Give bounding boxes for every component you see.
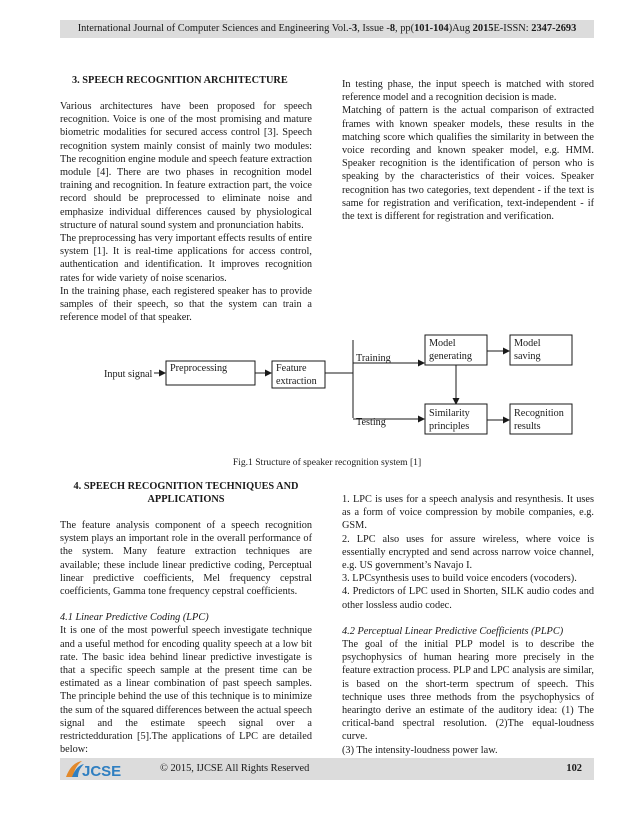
model-saving-line-2: saving bbox=[514, 351, 541, 362]
header-issue-label: , Issue - bbox=[357, 23, 390, 34]
header-eissn: 2347-2693 bbox=[531, 23, 577, 34]
figure-caption: Fig.1 Structure of speaker recognition system [1] bbox=[232, 457, 422, 468]
similarity-line-1: Similarity bbox=[429, 408, 470, 419]
section-4-2-paragraph-1: The goal of the initial PLP model is to describe the psychophysics of human hearing more precisely in the feature extraction process. PLP and LPC analysis are similar, is based on the short-term spectrum of speech. This technique uses three methods from the psychophysics of hearingto derive an estimate of the auditory idea: (1) The critical-band spectral resolution. (2)The equal-loudness curve. bbox=[342, 639, 594, 743]
speaker-recognition-diagram bbox=[60, 330, 594, 448]
header-date-label: )Aug bbox=[448, 23, 473, 34]
section-4-title-line-1: 4. SPEECH RECOGNITION TECHNIQUES AND bbox=[73, 481, 299, 492]
section-3-paragraph-4: In testing phase, the input speech is matched with stored reference model and a recognition decision is made. bbox=[342, 79, 594, 104]
header-eissn-label: E-ISSN: bbox=[493, 23, 532, 34]
ijcse-logo bbox=[62, 758, 122, 780]
lpc-application-4: 4. Predictors of LPC used in Shorten, SILK audio codes and other lossless audio codec. bbox=[342, 586, 594, 611]
lpc-application-1: 1. LPC is uses for a speech analysis and resynthesis. It uses as a form of voice compression by mobile companies, e.g. GSM. bbox=[342, 494, 594, 532]
input-signal-label: Input signal bbox=[104, 369, 153, 380]
section-4-title-line-2: APPLICATIONS bbox=[147, 494, 225, 505]
recognition-line-1: Recognition bbox=[514, 408, 564, 419]
journal-header bbox=[60, 20, 594, 38]
header-issue: 8 bbox=[389, 23, 396, 34]
header-volume: 3 bbox=[352, 23, 358, 34]
left-column-bottom bbox=[60, 480, 312, 756]
model-generating-line-1: Model bbox=[429, 338, 456, 349]
header-year: 2015 bbox=[472, 23, 494, 34]
feature-label-line-2: extraction bbox=[276, 376, 317, 387]
section-3-paragraph-1: Various architectures have been proposed for speech recognition. Voice is one of the most promising and mature biometric modalities for secured access control [3]. Speech recognition system mainly consist of mainly two modules: The recognition engine module and speech feature extraction module [4]. There are two phases in recognition model training and recognition. In feature extraction part, the voice record should be preprocessed to eliminate noise and emphasize individual differences caused by physiological structure of natural sound system and pronunciation habits. bbox=[60, 101, 312, 231]
section-4-2-paragraph-2: (3) The intensity-loudness power law. bbox=[342, 744, 498, 756]
testing-label: Testing bbox=[356, 417, 386, 428]
left-column-top bbox=[60, 74, 312, 324]
model-saving-line-1: Model bbox=[514, 338, 541, 349]
section-4-1-paragraph: It is one of the most powerful speech investigate technique and a useful method for encoding quality speech at a low bit rate. The basic idea behind linear predictive investigate is that a specific speech sample at the present time can be estimated as a linear combination of past speech samples. The principle behind the use of this technique is to minimize the sum of the squared differences between the actual speech signal and the estimate speech signal over a restrictedduration [5].The applications of LPC are detailed below: bbox=[60, 625, 312, 756]
model-generating-line-2: generating bbox=[429, 351, 472, 362]
recognition-line-2: results bbox=[514, 421, 541, 432]
training-label: Training bbox=[356, 353, 391, 364]
header-pp-label: , pp( bbox=[395, 23, 415, 34]
page-footer bbox=[60, 758, 594, 780]
lpc-application-2: 2. LPC also uses for assure wireless, where voice is essentially encrypted and send across narrow voice channel, e.g. US government’s Navajo I. bbox=[342, 533, 594, 572]
preprocessing-label: Preprocessing bbox=[170, 363, 228, 374]
feature-label-line-1: Feature bbox=[276, 363, 307, 374]
page-number: 102 bbox=[566, 763, 582, 774]
section-3-paragraph-3: In the training phase, each registered speaker has to provide samples of their speech, so that the system can train a reference model of that speaker. bbox=[60, 285, 312, 324]
subsection-4-2-title: 4.2 Perceptual Linear Predictive Coefficients (PLPC) bbox=[342, 625, 564, 637]
subsection-4-1-title: 4.1 Linear Predictive Coding (LPC) bbox=[60, 612, 209, 624]
section-4-paragraph-1: The feature analysis component of a speech recognition system plays an important role in the overall performance of the system. Many feature extraction techniques are available; these include linear predictive coding, Perceptual linear predictive coefficients, Mel frequency cepstral coefficients, Gamma tone frequency cepstral coefficients. bbox=[60, 520, 312, 598]
lpc-application-3: 3. LPCsynthesis uses to build voice encoders (vocoders). bbox=[342, 573, 577, 585]
section-3-paragraph-2: The preprocessing has very important effects results of entire system [1]. It is real-time applications for access control, authentication and identification. It improves recognition rates for wide variety of noise scenarios. bbox=[60, 233, 312, 284]
section-3-title: 3. SPEECH RECOGNITION ARCHITECTURE bbox=[72, 75, 288, 86]
header-pages: 101-104 bbox=[414, 23, 449, 34]
section-3-paragraph-5: Matching of pattern is the actual comparison of extracted frames with known speaker models, these results in the matching score which qualifies the similarity in between the voice recording and known speaker model, e.g. HMM. Speaker recognition is the identification of person who is speaking by the characteristics of their voices. Speaker recognition has two categories, text dependent - if the text is same for registration and verification, text-independent - if the text is different for registration and verification. bbox=[342, 105, 594, 223]
similarity-line-2: principles bbox=[429, 421, 470, 432]
copyright-text: © 2015, IJCSE All Rights Reserved bbox=[160, 763, 310, 774]
header-prefix: International Journal of Computer Sciences and Engineering Vol.- bbox=[77, 23, 353, 34]
right-column-top bbox=[342, 78, 594, 223]
logo-text: JCSE bbox=[82, 763, 122, 780]
right-column-bottom bbox=[342, 493, 594, 757]
